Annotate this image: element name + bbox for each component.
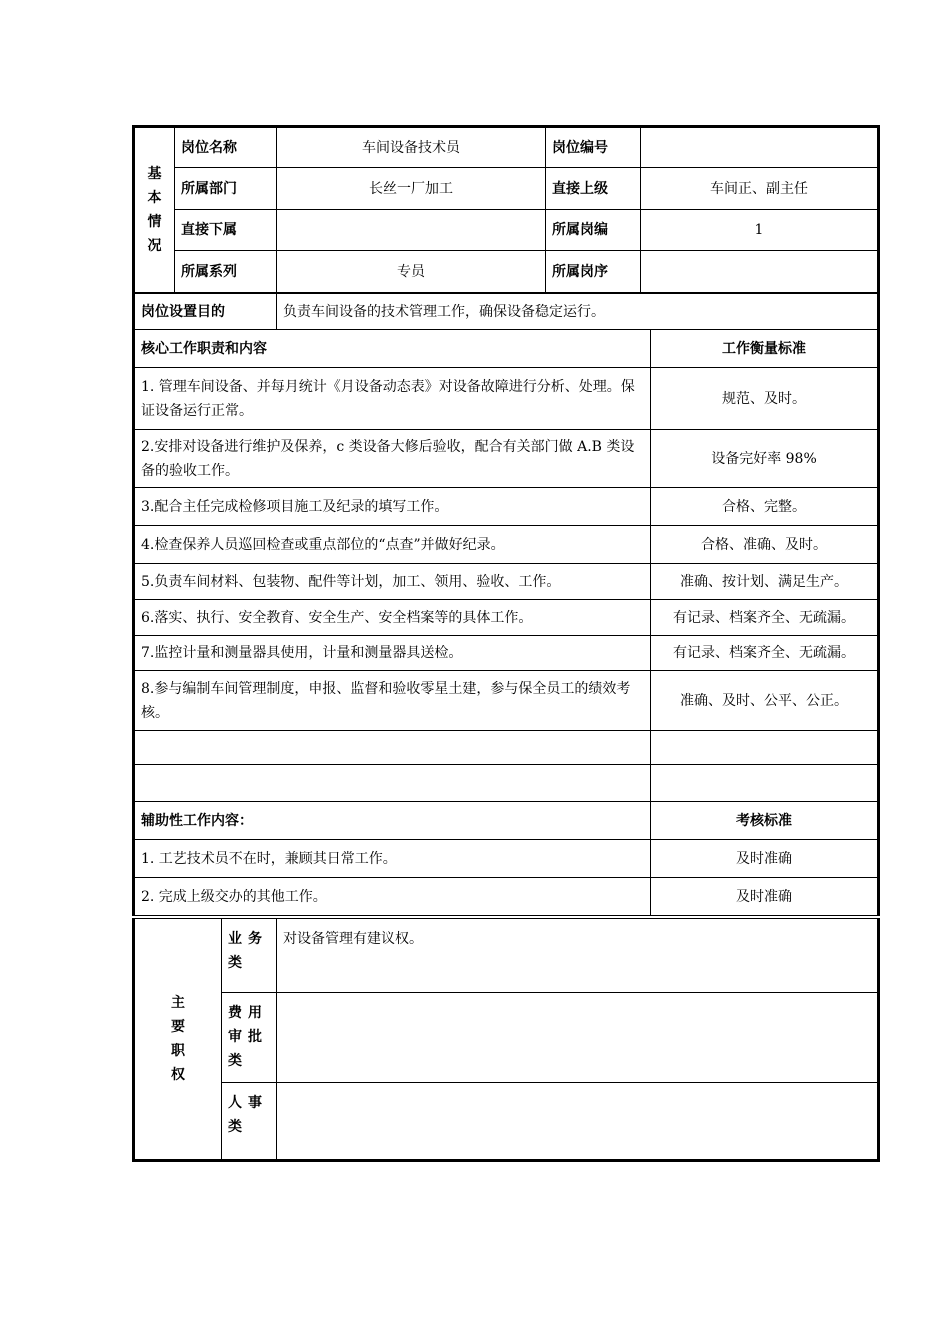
direct-subordinate-label: 直接下属 <box>175 210 277 251</box>
core-duty-5: 5.负责车间材料、包装物、配件等计划，加工、领用、验收、工作。 <box>134 564 651 600</box>
core-duty-1: 1. 管理车间设备、并每月统计《月设备动态表》对设备故障进行分析、处理。保证设备运行正常。 <box>134 368 651 430</box>
core-standard-4: 合格、准确、及时。 <box>651 526 879 564</box>
core-standard-6: 有记录、档案齐全、无疏漏。 <box>651 600 879 636</box>
job-series-value: 专员 <box>277 251 546 293</box>
direct-supervisor-label: 直接上级 <box>546 168 641 210</box>
aux-duty-2: 2. 完成上级交办的其他工作。 <box>134 878 651 916</box>
purpose-text: 负责车间设备的技术管理工作，确保设备稳定运行。 <box>277 294 879 330</box>
duties-table <box>132 293 880 916</box>
direct-subordinate-value <box>277 210 546 251</box>
position-order-label: 所属岗序 <box>546 251 641 293</box>
personnel-power-text <box>277 1083 879 1161</box>
powers-table <box>132 918 880 1162</box>
core-duties-header: 核心工作职责和内容 <box>134 330 651 368</box>
core-standard-3: 合格、完整。 <box>651 488 879 526</box>
basic-info-section-label: 基 本 情 况 <box>134 127 175 293</box>
core-standard-1: 规范、及时。 <box>651 368 879 430</box>
core-duty-8: 8.参与编制车间管理制度，申报、监督和验收零星土建，参与保全员工的绩效考核。 <box>134 671 651 731</box>
aux-duties-header: 辅助性工作内容： <box>134 802 651 840</box>
core-standard-7: 有记录、档案齐全、无疏漏。 <box>651 636 879 671</box>
purpose-label: 岗位设置目的 <box>134 294 277 330</box>
core-duty-3: 3.配合主任完成检修项目施工及纪录的填写工作。 <box>134 488 651 526</box>
core-duty-2: 2.安排对设备进行维护及保养，c 类设备大修后验收，配合有关部门做 A.B 类设备的验收工作。 <box>134 430 651 488</box>
department-label: 所属部门 <box>175 168 277 210</box>
personnel-power-label: 人事类 <box>222 1083 277 1161</box>
core-duty-4: 4.检查保养人员巡回检查或重点部位的“点查”并做好纪录。 <box>134 526 651 564</box>
basic-info-table <box>132 125 880 293</box>
business-power-label: 业务类 <box>222 919 277 993</box>
core-duty-empty-2 <box>134 765 651 802</box>
job-title-label: 岗位名称 <box>175 127 277 168</box>
job-number-label: 岗位编号 <box>546 127 641 168</box>
core-standard-8: 准确、及时、公平、公正。 <box>651 671 879 731</box>
expense-approval-power-label: 费用审批类 <box>222 993 277 1083</box>
core-duty-empty-1 <box>134 731 651 765</box>
position-order-value <box>641 251 879 293</box>
core-standard-header: 工作衡量标准 <box>651 330 879 368</box>
job-description-document <box>132 125 880 1162</box>
powers-section-label: 主 要 职 权 <box>134 919 222 1161</box>
aux-standard-1: 及时准确 <box>651 840 879 878</box>
aux-duty-1: 1. 工艺技术员不在时，兼顾其日常工作。 <box>134 840 651 878</box>
position-code-value: 1 <box>641 210 879 251</box>
core-standard-empty-2 <box>651 765 879 802</box>
position-code-label: 所属岗编 <box>546 210 641 251</box>
aux-standard-header: 考核标准 <box>651 802 879 840</box>
core-standard-5: 准确、按计划、满足生产。 <box>651 564 879 600</box>
job-series-label: 所属系列 <box>175 251 277 293</box>
expense-approval-power-text <box>277 993 879 1083</box>
core-standard-2: 设备完好率 98% <box>651 430 879 488</box>
core-standard-empty-1 <box>651 731 879 765</box>
business-power-text: 对设备管理有建议权。 <box>277 919 879 993</box>
department-value: 长丝一厂加工 <box>277 168 546 210</box>
core-duty-7: 7.监控计量和测量器具使用，计量和测量器具送检。 <box>134 636 651 671</box>
job-title-value: 车间设备技术员 <box>277 127 546 168</box>
core-duty-6: 6.落实、执行、安全教育、安全生产、安全档案等的具体工作。 <box>134 600 651 636</box>
direct-supervisor-value: 车间正、副主任 <box>641 168 879 210</box>
job-number-value <box>641 127 879 168</box>
aux-standard-2: 及时准确 <box>651 878 879 916</box>
